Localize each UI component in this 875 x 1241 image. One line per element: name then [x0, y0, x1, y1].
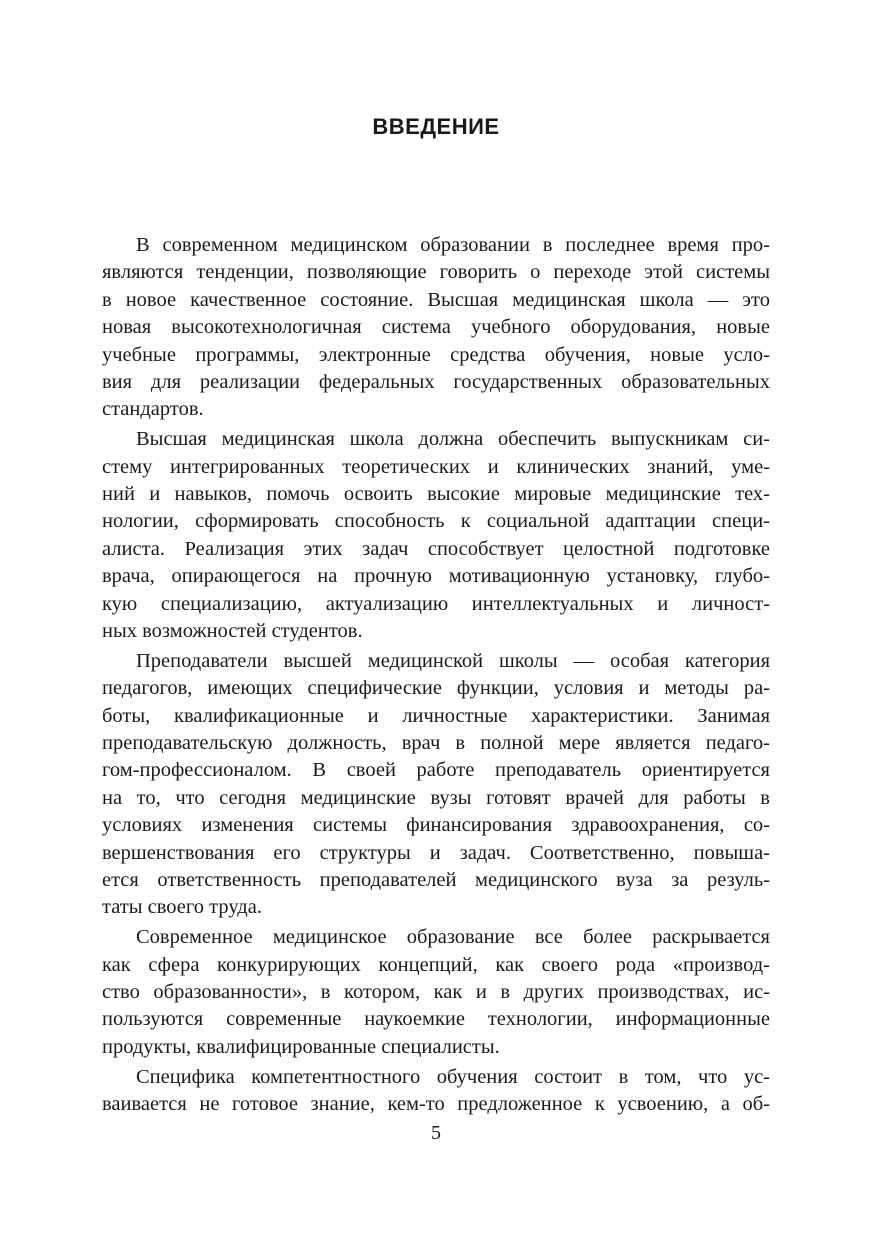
- text-line: условиях изменения системы финансирования здравоохранения, со-: [102, 814, 770, 837]
- document-page: [102, 0, 770, 1241]
- text-line: преподавательскую должность, врач в полной мере является педаго-: [102, 732, 770, 755]
- paragraph: [102, 232, 770, 424]
- text-line: Преподаватели высшей медицинской школы — особая категория: [136, 649, 770, 672]
- text-line: ваивается не готовое знание, кем-то предложенное к усвоению, а об-: [102, 1093, 770, 1116]
- text-line: кую специализацию, актуализацию интеллектуальных и личност-: [102, 592, 770, 615]
- paragraph: [102, 924, 770, 1061]
- text-line: врача, опирающегося на прочную мотивационную установку, глубо-: [102, 565, 770, 588]
- text-line: Специфика компетентностного обучения состоит в том, что ус-: [136, 1065, 770, 1088]
- text-line: являются тенденции, позволяющие говорить о переходе этой системы: [102, 261, 770, 284]
- text-line: алиста. Реализация этих задач способствует целостной подготовке: [102, 537, 770, 560]
- text-line: В современном медицинском образовании в последнее время про-: [136, 234, 770, 256]
- text-line: таты своего труда.: [102, 896, 262, 919]
- body-text: [102, 232, 770, 1119]
- paragraph: [102, 648, 770, 922]
- text-line: в новое качественное состояние. Высшая медицинская школа — это: [102, 288, 770, 311]
- text-line: ство образованности», в котором, как и в других производствах, ис-: [102, 981, 770, 1004]
- paragraph: [102, 426, 770, 645]
- text-line: ется ответственность преподавателей медицинского вуза за резуль-: [102, 868, 770, 891]
- paragraph: [102, 1064, 770, 1119]
- text-line: нологии, сформировать способность к социальной адаптации специ-: [102, 510, 770, 533]
- text-line: вия для реализации федеральных государственных образовательных: [102, 370, 770, 393]
- text-line: продукты, квалифицированные специалисты.: [102, 1035, 500, 1058]
- text-line: новая высокотехнологичная система учебного оборудования, новые: [102, 316, 770, 339]
- text-line: Современное медицинское образование все более раскрывается: [136, 926, 770, 949]
- text-line: на то, что сегодня медицинские вузы готовят врачей для работы в: [102, 786, 770, 809]
- page-number: 5: [431, 1122, 441, 1144]
- chapter-title: ВВЕДЕНИЕ: [372, 114, 500, 139]
- text-line: гом-профессионалом. В своей работе преподаватель ориентируется: [102, 759, 770, 782]
- text-line: ний и навыков, помочь освоить высокие мировые медицинские тех-: [102, 483, 770, 506]
- text-line: вершенствования его структуры и задач. Соответственно, повыша-: [102, 841, 770, 864]
- text-line: учебные программы, электронные средства обучения, новые усло-: [102, 343, 770, 366]
- text-line: как сфера конкурирующих концепций, как своего рода «производ-: [102, 953, 770, 976]
- text-line: боты, квалификационные и личностные характеристики. Занимая: [102, 704, 770, 727]
- text-line: стему интегрированных теоретических и клинических знаний, уме-: [102, 455, 770, 478]
- text-line: стандартов.: [102, 398, 204, 421]
- text-line: пользуются современные наукоемкие технологии, информационные: [102, 1008, 770, 1031]
- text-line: Высшая медицинская школа должна обеспечить выпускникам си-: [136, 428, 770, 451]
- text-line: ных возможностей студентов.: [102, 619, 363, 642]
- text-line: педагогов, имеющих специфические функции, условия и методы ра-: [102, 677, 770, 700]
